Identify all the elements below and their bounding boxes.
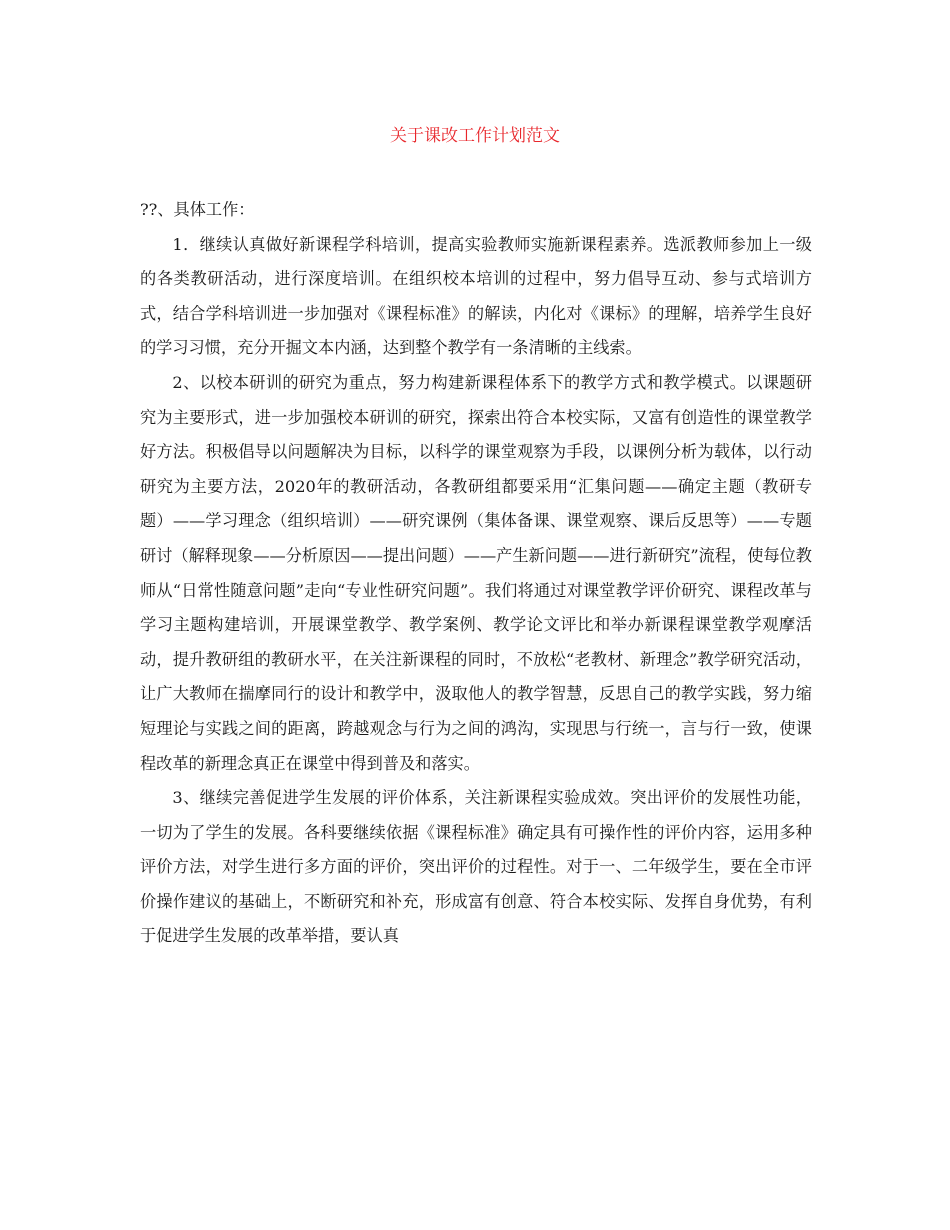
paragraph-1: 1．继续认真做好新课程学科培训，提高实验教师实施新课程素养。选派教师参加上一级的各类教研活动，进行深度培训。在组织校本培训的过程中，努力倡导互动、参与式培训方式，结合学科培训进一步加强对《课程标准》的解读，内化对《课标》的理解，培养学生良好的学习习惯，充分开掘文本内涵，达到整个教学有一条清晰的主线索。	[140, 234, 812, 358]
paragraph-3: 3、继续完善促进学生发展的评价体系，关注新课程实验成效。突出评价的发展性功能，一切为了学生的发展。各科要继续依据《课程标准》确定具有可操作性的评价内容，运用多种评价方法，对学生进行多方面的评价，突出评价的过程性。对于一、二年级学生，要在全市评价操作建议的基础上，不断研究和补充，形成富有创意、符合本校实际、发挥自身优势，有利于促进学生发展的改革举措，要认真	[140, 788, 812, 946]
section-heading: ??、具体工作：	[140, 200, 255, 219]
paragraph-2: 2、以校本研训的研究为重点，努力构建新课程体系下的教学方式和教学模式。以课题研究为主要形式，进一步加强校本研训的研究，探索出符合本校实际，又富有创造性的课堂教学好方法。积极倡导以问题解决为目标，以科学的课堂观察为手段，以课例分析为载体，以行动研究为主要方法，2020年的教研活动，各教研组都要采用“汇集问题——确定主题（教研专题）——学习理念（组织培训）——研究课例（集体备课、课堂观察、课后反思等）——专题研讨（解释现象——分析原因——提出问题）——产生新问题——进行新研究”流程，使每位教师从“日常性随意问题”走向“专业性研究问题”。我们将通过对课堂教学评价研究、课程改革与学习主题构建培训，开展课堂教学、教学案例、教学论文评比和举办新课程课堂教学观摩活动，提升教研组的教研水平，在关注新课程的同时，不放松“老教材、新理念”教学研究活动，让广大教师在揣摩同行的设计和教学中，汲取他人的教学智慧，反思自己的教学实践，努力缩短理论与实践之间的距离，跨越观念与行为之间的鸿沟，实现思与行统一，言与行一致，使课程改革的新理念真正在课堂中得到普及和落实。	[140, 372, 812, 773]
document-body	[140, 193, 812, 954]
document-title: 关于课改工作计划范文	[390, 126, 560, 146]
